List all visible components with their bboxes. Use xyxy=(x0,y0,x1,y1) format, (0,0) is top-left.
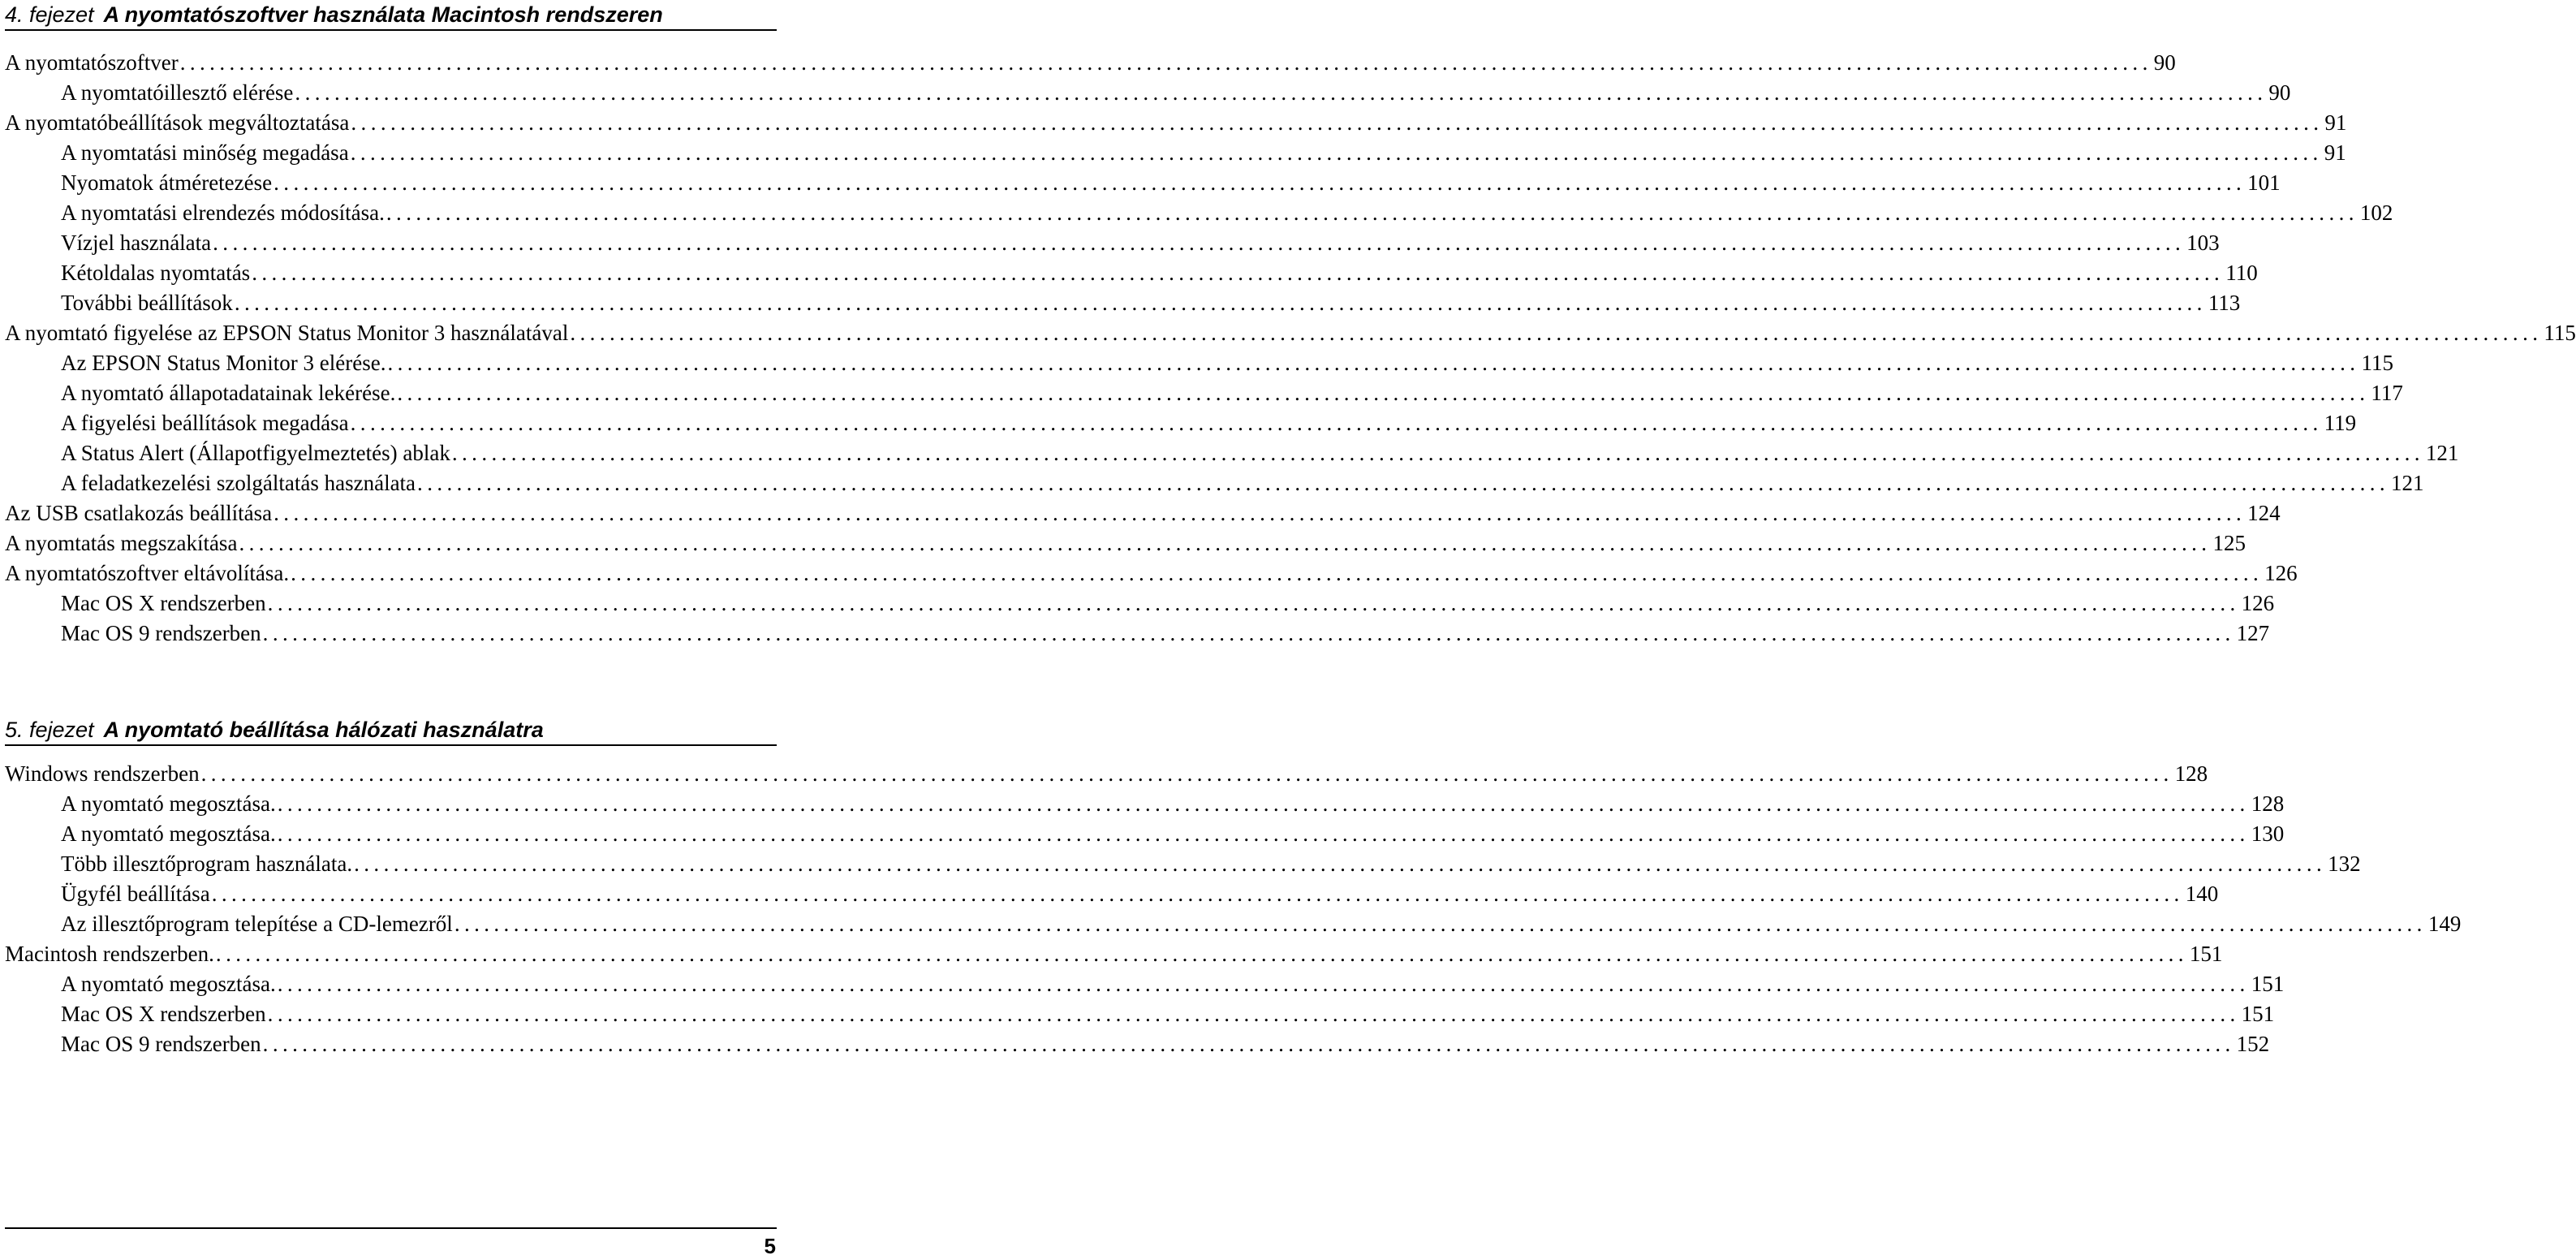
toc-entry[interactable] xyxy=(5,759,2208,789)
toc-entry[interactable] xyxy=(5,498,2281,528)
toc-entry-title: A nyomtató figyelése az EPSON Status Monitor 3 használatával xyxy=(5,321,569,345)
toc-entry-title: Az USB csatlakozás beállítása xyxy=(5,501,273,525)
toc-entry-page: 151 xyxy=(2241,1002,2275,1026)
toc-entry[interactable] xyxy=(5,999,2275,1029)
toc-entry[interactable] xyxy=(5,48,2176,78)
toc-entry[interactable] xyxy=(5,138,2346,168)
toc-entry[interactable] xyxy=(5,939,2223,969)
dot-leader: ........................................................................................................................................................................................................ xyxy=(354,852,2327,876)
toc-entry[interactable] xyxy=(5,438,2459,468)
toc-entry-title: A feladatkezelési szolgáltatás használata xyxy=(61,471,416,495)
toc-entry-page: 125 xyxy=(2212,531,2246,555)
toc-entry[interactable] xyxy=(5,909,2462,939)
dot-leader: ........................................................................................................................................................................................................ xyxy=(215,942,2188,966)
toc-entry-title: Mac OS X rendszerben xyxy=(61,591,266,615)
toc-entry-page: 149 xyxy=(2427,912,2462,936)
toc-entry-page: 115 xyxy=(2544,321,2576,345)
toc-entry[interactable] xyxy=(5,969,2285,999)
toc-entry-page: 110 xyxy=(2225,261,2258,285)
toc-entry[interactable] xyxy=(5,468,2424,498)
toc-entry-page: 121 xyxy=(2425,441,2459,465)
page-number: 5 xyxy=(764,1234,776,1258)
dot-leader: ........................................................................................................................................................................................................ xyxy=(451,441,2424,465)
toc-entry-title: Vízjel használata xyxy=(61,231,212,255)
toc-entry-title: Mac OS 9 rendszerben xyxy=(61,621,261,645)
toc-entry-title: A nyomtató megosztása. xyxy=(61,821,276,846)
toc-list xyxy=(5,48,2576,649)
toc-entry[interactable] xyxy=(5,168,2281,198)
toc-entry-page: 113 xyxy=(2208,291,2241,315)
toc-entry-title: Mac OS X rendszerben xyxy=(61,1002,266,1026)
toc-entry-page: 152 xyxy=(2236,1032,2270,1056)
chapter-4-section xyxy=(5,0,2576,649)
toc-entry[interactable] xyxy=(5,619,2270,649)
toc-entry[interactable] xyxy=(5,198,2393,228)
dot-leader: ........................................................................................................................................................................................................ xyxy=(291,561,2264,585)
toc-entry[interactable] xyxy=(5,879,2219,909)
dot-leader: ........................................................................................................................................................................................................ xyxy=(417,471,2390,495)
toc-entry-page: 102 xyxy=(2359,200,2393,225)
toc-entry[interactable] xyxy=(5,288,2241,318)
dot-leader: ........................................................................................................................................................................................................ xyxy=(570,321,2543,345)
dot-leader: ........................................................................................................................................................................................................ xyxy=(386,200,2358,225)
toc-entry[interactable] xyxy=(5,408,2357,438)
toc-entry-page: 90 xyxy=(2268,80,2291,105)
toc-entry-title: A nyomtatási minőség megadása xyxy=(61,140,349,165)
toc-entry[interactable] xyxy=(5,108,2347,138)
dot-leader: ........................................................................................................................................................................................................ xyxy=(277,791,2250,816)
toc-entry[interactable] xyxy=(5,228,2220,258)
dot-leader: ........................................................................................................................................................................................................ xyxy=(397,381,2370,405)
chapter-title: A nyomtatószoftver használata Macintosh rendszeren xyxy=(103,2,663,27)
chapter-number: 4. fejezet xyxy=(5,2,94,27)
toc-entry[interactable] xyxy=(5,819,2285,849)
toc-list xyxy=(5,759,2462,1059)
dot-leader: ........................................................................................................................................................................................................ xyxy=(211,882,2184,906)
dot-leader: ........................................................................................................................................................................................................ xyxy=(267,1002,2240,1026)
dot-leader: ........................................................................................................................................................................................................ xyxy=(274,170,2246,195)
dot-leader: ........................................................................................................................................................................................................ xyxy=(267,591,2240,615)
toc-entry-title: Macintosh rendszerben. xyxy=(5,942,214,966)
toc-entry-page: 151 xyxy=(2189,942,2223,966)
dot-leader: ........................................................................................................................................................................................................ xyxy=(213,231,2186,255)
dot-leader: ........................................................................................................................................................................................................ xyxy=(295,80,2268,105)
dot-leader: ........................................................................................................................................................................................................ xyxy=(350,411,2323,435)
dot-leader: ........................................................................................................................................................................................................ xyxy=(239,531,2212,555)
dot-leader: ........................................................................................................................................................................................................ xyxy=(387,351,2360,375)
toc-entry-title: A nyomtató megosztása. xyxy=(61,791,276,816)
toc-entry-page: 151 xyxy=(2251,972,2285,996)
toc-entry-page: 91 xyxy=(2324,110,2347,135)
chapter-heading xyxy=(5,0,777,31)
dot-leader: ........................................................................................................................................................................................................ xyxy=(277,821,2250,846)
toc-entry[interactable] xyxy=(5,849,2361,879)
toc-entry-page: 119 xyxy=(2324,411,2357,435)
chapter-title: A nyomtató beállítása hálózati használatra xyxy=(103,718,544,742)
dot-leader: ........................................................................................................................................................................................................ xyxy=(262,621,2235,645)
toc-entry[interactable] xyxy=(5,589,2275,619)
toc-entry[interactable] xyxy=(5,378,2403,408)
toc-entry-page: 130 xyxy=(2251,821,2285,846)
dot-leader: ........................................................................................................................................................................................................ xyxy=(252,261,2225,285)
toc-entry-title: Mac OS 9 rendszerben xyxy=(61,1032,261,1056)
toc-entry-title: A nyomtatóillesztő elérése xyxy=(61,80,294,105)
dot-leader: ........................................................................................................................................................................................................ xyxy=(350,140,2323,165)
dot-leader: ........................................................................................................................................................................................................ xyxy=(351,110,2324,135)
toc-entry[interactable] xyxy=(5,1029,2270,1059)
dot-leader: ........................................................................................................................................................................................................ xyxy=(274,501,2246,525)
toc-entry-page: 91 xyxy=(2324,140,2346,165)
dot-leader: ........................................................................................................................................................................................................ xyxy=(277,972,2250,996)
dot-leader: ........................................................................................................................................................................................................ xyxy=(179,50,2152,75)
toc-entry[interactable] xyxy=(5,348,2393,378)
toc-entry-page: 90 xyxy=(2153,50,2176,75)
toc-entry-title: Több illesztőprogram használata. xyxy=(61,852,353,876)
toc-entry-title: A nyomtatóbeállítások megváltoztatása xyxy=(5,110,350,135)
toc-entry-page: 103 xyxy=(2186,231,2220,255)
toc-entry-title: Windows rendszerben xyxy=(5,761,200,786)
dot-leader: ........................................................................................................................................................................................................ xyxy=(200,761,2173,786)
toc-entry-title: A figyelési beállítások megadása xyxy=(61,411,349,435)
toc-entry-title: A nyomtatási elrendezés módosítása. xyxy=(61,200,385,225)
toc-entry-page: 124 xyxy=(2247,501,2281,525)
toc-entry-page: 140 xyxy=(2185,882,2219,906)
toc-entry-title: A nyomtató megosztása. xyxy=(61,972,276,996)
toc-entry-page: 115 xyxy=(2361,351,2393,375)
toc-entry-title: További beállítások xyxy=(61,291,233,315)
toc-entry-title: Az illesztőprogram telepítése a CD-lemezről xyxy=(61,912,453,936)
toc-entry-page: 126 xyxy=(2264,561,2298,585)
toc-entry[interactable] xyxy=(5,258,2258,288)
toc-entry[interactable] xyxy=(5,78,2291,108)
toc-entry-title: Nyomatok átméretezése xyxy=(61,170,273,195)
toc-entry-title: Kétoldalas nyomtatás xyxy=(61,261,251,285)
toc-entry-page: 121 xyxy=(2391,471,2424,495)
chapter-number: 5. fejezet xyxy=(5,718,94,742)
toc-entry[interactable] xyxy=(5,789,2285,819)
toc-entry-title: A nyomtatás megszakítása xyxy=(5,531,238,555)
dot-leader: ........................................................................................................................................................................................................ xyxy=(454,912,2427,936)
chapter-5-section xyxy=(5,715,2462,1059)
toc-entry[interactable] xyxy=(5,558,2298,589)
toc-entry[interactable] xyxy=(5,318,2576,348)
toc-entry-title: A nyomtatószoftver xyxy=(5,50,179,75)
toc-entry[interactable] xyxy=(5,528,2246,558)
toc-entry-title: A Status Alert (Állapotfigyelmeztetés) ablak xyxy=(61,441,450,465)
toc-entry-title: Az EPSON Status Monitor 3 elérése. xyxy=(61,351,386,375)
toc-entry-title: A nyomtató állapotadatainak lekérése. xyxy=(61,381,396,405)
toc-entry-page: 128 xyxy=(2251,791,2285,816)
toc-entry-page: 127 xyxy=(2236,621,2270,645)
dot-leader: ........................................................................................................................................................................................................ xyxy=(234,291,2207,315)
toc-entry-title: Ügyfél beállítása xyxy=(61,882,210,906)
toc-entry-page: 101 xyxy=(2247,170,2281,195)
toc-entry-page: 126 xyxy=(2241,591,2275,615)
toc-entry-page: 117 xyxy=(2371,381,2403,405)
toc-entry-title: A nyomtatószoftver eltávolítása. xyxy=(5,561,290,585)
toc-entry-page: 132 xyxy=(2328,852,2361,876)
dot-leader: ........................................................................................................................................................................................................ xyxy=(262,1032,2235,1056)
chapter-heading xyxy=(5,715,777,746)
footer-divider xyxy=(5,1227,777,1229)
toc-entry-page: 128 xyxy=(2174,761,2208,786)
